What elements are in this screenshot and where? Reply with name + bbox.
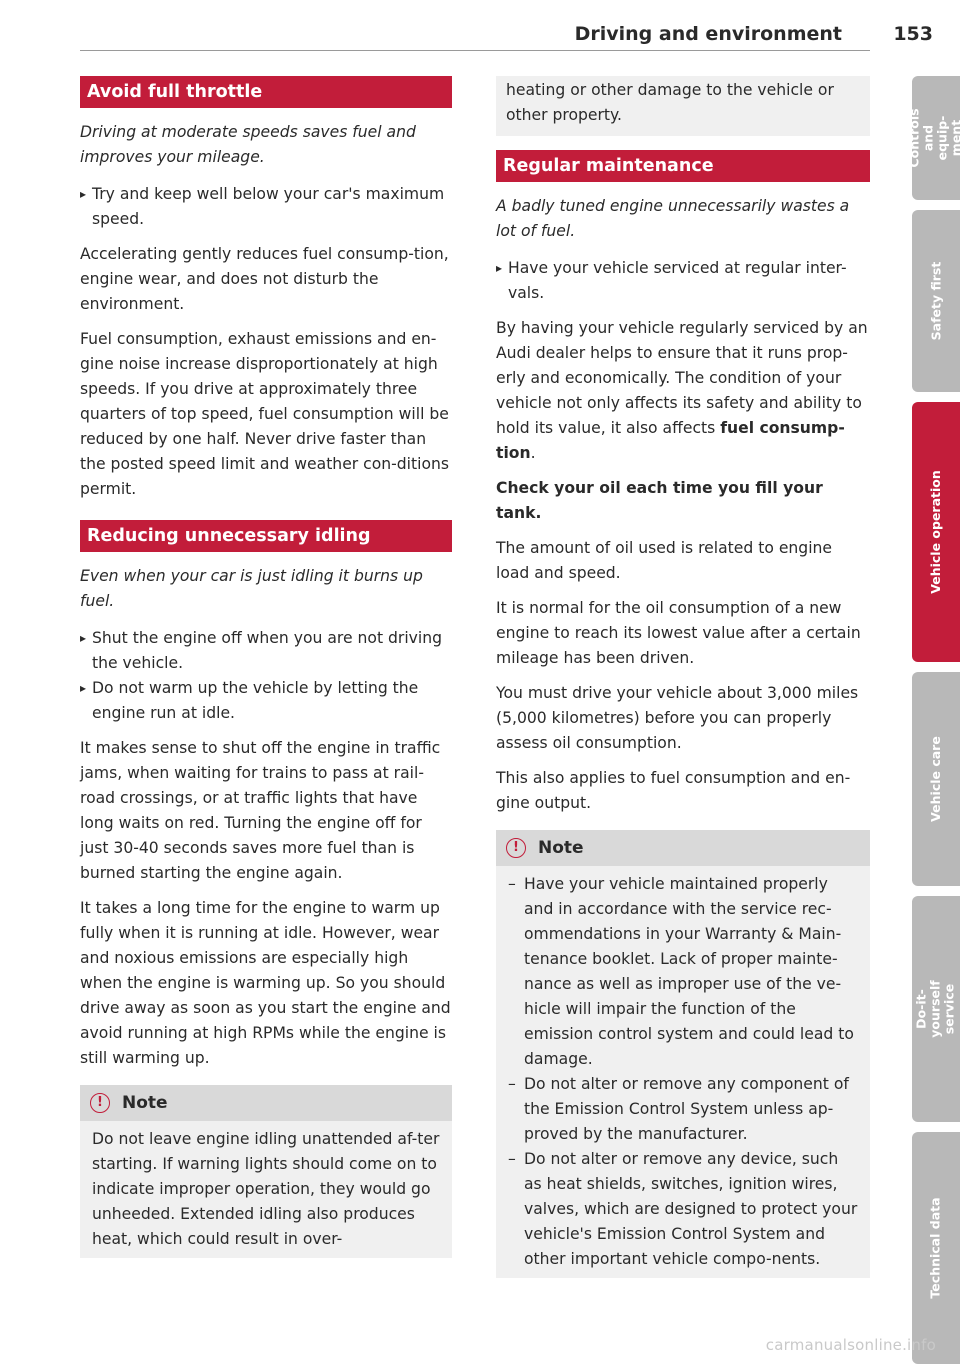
tab-vehicle-care[interactable]: [912, 672, 960, 886]
tab-label: Safety first: [928, 261, 943, 341]
paragraph-text: By having your vehicle regularly serviced by an Audi dealer helps to ensure that it runs prop-erly and economically. The condition of your vehicle not only affects its safety and ability to hold its value, it also affects: [496, 319, 868, 437]
section-heading-maintenance: Regular maintenance: [496, 150, 870, 182]
header-rule: [80, 50, 870, 51]
note-item: – Have your vehicle maintained properly and in accordance with the service rec-ommendations in your Warranty & Main-tenance booklet. Lack of proper mainte-nance as well as improper use of the ve-hicle will impair the function of the emission control system and could lead to damage.: [508, 872, 858, 1072]
paragraph: The amount of oil used is related to engine load and speed.: [496, 539, 833, 582]
bullet-item: ▸ Do not warm up the vehicle by letting the engine run at idle.: [80, 676, 452, 726]
bold-term: fuel consump-tion: [496, 419, 845, 462]
note-text: Do not leave engine idling unattended af-ter starting. If warning lights should come on to indicate improper operation, they would go unheeded. Extended idling also produces heat, which could result in over-: [92, 1130, 440, 1248]
intro-idling: Even when your car is just idling it burns up fuel.: [80, 567, 423, 610]
caution-circle-icon: !: [506, 838, 526, 858]
note-header: [80, 1085, 452, 1121]
tab-label: Technical data: [928, 1197, 943, 1299]
section-heading-idling: Reducing unnecessary idling: [80, 520, 452, 552]
left-column: [80, 76, 452, 1258]
caution-circle-icon: !: [90, 1093, 110, 1113]
paragraph: Accelerating gently reduces fuel consump-tion, engine wear, and does not disturb the environment.: [80, 245, 449, 313]
paragraph: It makes sense to shut off the engine in traffic jams, when waiting for trains to pass at rail-road crossings, or at traffic lights that have long waits on red. Turning the engine off for just 30-40 seconds saves more fuel than is burned starting the engine again.: [80, 739, 441, 882]
running-header-title: Driving and environment: [574, 23, 842, 45]
note-continued: heating or other damage to the vehicle or other property.: [496, 76, 870, 136]
note-list: [496, 866, 870, 1278]
paragraph: [496, 316, 870, 466]
bullet-list: [496, 256, 870, 306]
intro-full-throttle: Driving at moderate speeds saves fuel and improves your mileage.: [80, 123, 416, 166]
tab-label: Do-it-yourself service: [914, 980, 957, 1038]
paragraph: It takes a long time for the engine to warm up fully when it is running at idle. However, wear and noxious emissions are especially high when the engine is warming up. So you should drive away as soon as you start the engine and avoid running at high RPMs while the engine is still warming up.: [80, 899, 451, 1067]
note-item: – Do not alter or remove any component of the Emission Control System unless ap-proved by the manufacturer.: [508, 1072, 858, 1147]
tab-controls-and-equipment[interactable]: [907, 76, 964, 200]
paragraph-end: .: [530, 444, 536, 462]
intro-maintenance: A badly tuned engine unnecessarily wastes a lot of fuel.: [496, 197, 850, 240]
subheading-oil: Check your oil each time you fill your tank.: [496, 479, 823, 522]
tab-safety-first[interactable]: [912, 210, 960, 392]
note-box: [80, 1085, 452, 1258]
bullet-list: [80, 626, 452, 726]
paragraph: This also applies to fuel consumption and en-gine output.: [496, 769, 851, 812]
bullet-item: ▸ Try and keep well below your car's maximum speed.: [80, 182, 452, 232]
page-number: 153: [893, 23, 933, 45]
tab-do-it-yourself-service[interactable]: [912, 896, 960, 1122]
right-column: [496, 76, 870, 1278]
tab-label: Vehicle care: [928, 736, 944, 822]
watermark: carmanualsonline.info: [765, 1336, 936, 1354]
note-item: – Do not alter or remove any device, such as heat shields, switches, ignition wires, valves, which are designed to protect your vehicle's Emission Control System and other important vehicle compo-nents.: [508, 1147, 858, 1272]
bullet-item: ▸ Have your vehicle serviced at regular inter-vals.: [496, 256, 870, 306]
paragraph: It is normal for the oil consumption of a new engine to reach its lowest value after a certain mileage has been driven.: [496, 599, 861, 667]
section-heading-full-throttle: Avoid full throttle: [80, 76, 452, 108]
note-box: [496, 830, 870, 1278]
note-label: Note: [538, 838, 584, 858]
bullet-item: ▸ Shut the engine off when you are not driving the vehicle.: [80, 626, 452, 676]
tab-label: Controls and equip-ment: [907, 108, 964, 168]
tab-label: Vehicle operation: [928, 470, 944, 594]
paragraph: You must drive your vehicle about 3,000 miles (5,000 kilometres) before you can properly assess oil consumption.: [496, 684, 859, 752]
note-label: Note: [122, 1093, 168, 1113]
note-header: [496, 830, 870, 866]
tab-technical-data[interactable]: [912, 1132, 960, 1364]
paragraph: Fuel consumption, exhaust emissions and en-gine noise increase disproportionately at high speeds. If you drive at approximately three quarters of top speed, fuel consumption will be reduced by one half. Never drive faster than the posted speed limit and weather con-ditions permit.: [80, 330, 450, 498]
tab-vehicle-operation[interactable]: [912, 402, 960, 662]
bullet-list: [80, 182, 452, 232]
